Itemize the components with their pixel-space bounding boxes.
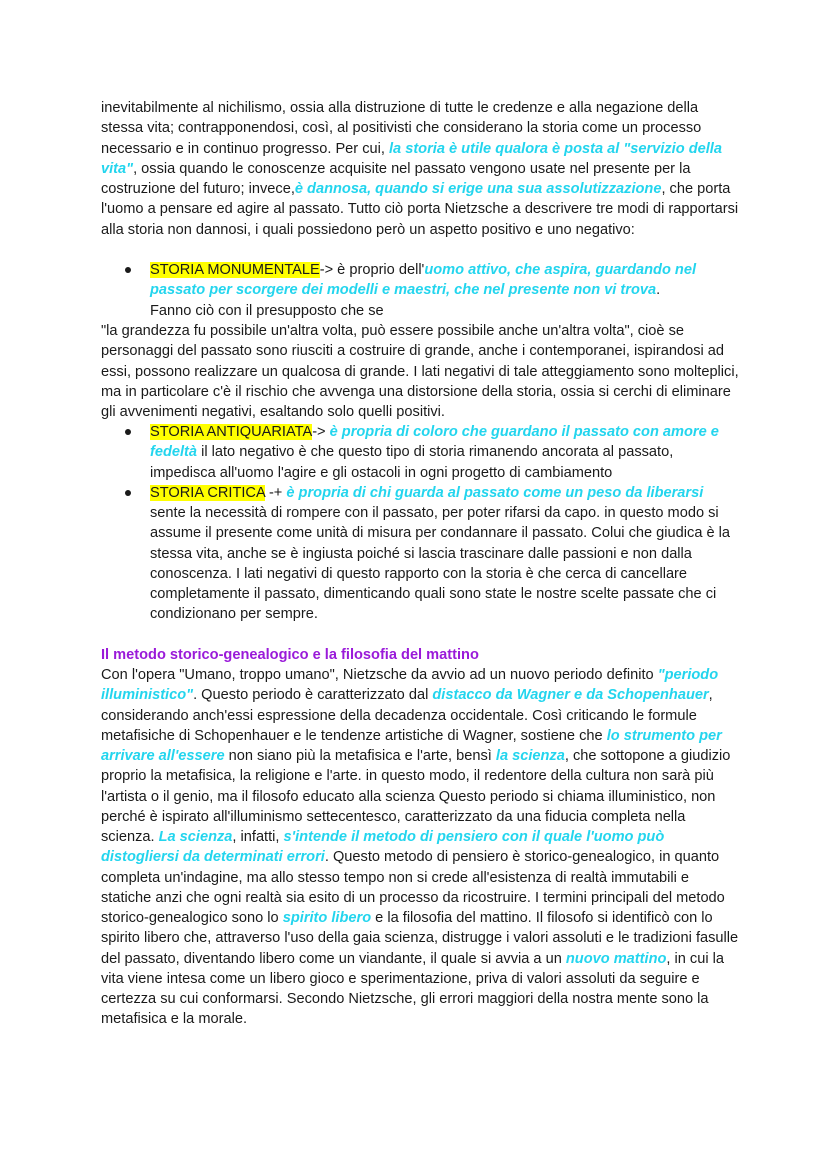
- monumentale-label: STORIA MONUMENTALE: [150, 262, 320, 278]
- section-highlight-8: nuovo mattino: [565, 950, 667, 967]
- section-text-1: Con l'opera "Umano, troppo umano", Nietzsche da avvio ad un nuovo periodo definito: [101, 667, 658, 683]
- intro-text-3: , che porta l'uomo a pensare ed agire al passato. Tutto ciò porta Nietzsche a descrivere tre modi di rapportarsi alla storia non dannosi, i quali possiedono però un aspetto positivo e uno negativo:: [101, 181, 739, 238]
- section-highlight-2: distacco da Wagner e da Schopenhauer: [432, 687, 709, 704]
- bullet-icon: [125, 429, 131, 435]
- list-item-monumentale: [101, 260, 741, 301]
- intro-text-1: inevitabilmente al nichilismo, ossia alla distruzione di tutte le credenze e alla negazione della stessa vita; contrapponendosi, così, al positivisti che considerano la storia come un processo necessario e in continuo progresso. Per cui,: [101, 100, 702, 157]
- storia-list: [101, 422, 741, 625]
- bullet-icon: [125, 267, 131, 273]
- section-text-9: , in cui la vita viene intesa come un libero gioco e sperimentazione, priva di valori assoluti da seguire e certezza su cui conformarsi. Secondo Nietzsche, gli errori maggiori della nostra mente sono la metafisica e la morale.: [101, 950, 724, 1028]
- section-text-6: , infatti,: [232, 829, 284, 845]
- critica-label: STORIA CRITICA: [150, 484, 265, 501]
- section-highlight-3: lo strumento per arrivare all'essere: [101, 727, 722, 764]
- section-text-8: e la filosofia del mattino. Il filosofo si identificò con lo spirito libero che, attraverso l'uso della gaia scienza, distrugge i valori assoluti e le tradizioni fasulle del passato, diventando libero come un viandante, il quale si avvia a un: [101, 910, 739, 967]
- section-highlight-5: La scienza: [158, 829, 233, 845]
- section-heading: Il metodo storico-genealogico e la filosofia del mattino: [101, 647, 479, 663]
- section-highlight-1: "periodo illuministico": [101, 667, 719, 704]
- list-item-antiquariata: [101, 422, 741, 483]
- intro-highlight-1: la storia è utile qualora è posta al "servizio della vita": [101, 140, 722, 177]
- section-highlight-6: s'intende il metodo di pensiero con il quale l'uomo può distogliersi da determinati errori: [101, 829, 665, 866]
- monumentale-paragraph: "la grandezza fu possibile un'altra volta, può essere possibile anche un'altra volta", cioè se personaggi del passato sono riusciti a costruire di grande, anche i contemporanei, ispirandosi ad essi, possono realizzare un qualcosa di grande. I lati negativi di tale atteggiamento sono molteplici, ma in particolare c'è il rischio che avvenga una distorsione della storia, ossia si cerchi di eliminare gli avvenimenti negativi, esaltando solo quelli positivi.: [101, 323, 739, 420]
- section-highlight-4: la scienza: [495, 748, 565, 764]
- section-text-2: . Questo periodo è caratterizzato dal: [193, 687, 433, 704]
- monumentale-continuation: Fanno ciò con il presupposto che se: [150, 303, 384, 319]
- antiquariata-highlight: è propria di coloro che guardano il passato con amore e fedeltà: [150, 424, 719, 461]
- bullet-icon: [125, 490, 131, 496]
- monumentale-list: [101, 260, 741, 301]
- section-paragraph: [101, 665, 741, 1030]
- intro-paragraph: [101, 98, 741, 240]
- section-text-4: non siano più la metafisica e l'arte, bensì: [224, 748, 496, 764]
- section-text-5: , che sottopone a giudizio proprio la metafisica, la religione e l'arte. in questo modo, il redentore della cultura non sarà più l'artista o il genio, ma il filosofo educato alla scienza Questo periodo si chiama illuministico, non perché è ispirato all'illuminismo settecentesco, caratterizzato da una fiducia completa nella scienza.: [101, 748, 731, 845]
- monumentale-end: .: [656, 282, 661, 299]
- monumentale-arrow: -> è proprio dell': [319, 262, 425, 278]
- list-item-critica: [101, 483, 741, 625]
- intro-text-2: , ossia quando le conoscenze acquisite nel passato vengono usate nel presente per la costruzione del futuro; invece,: [101, 160, 691, 197]
- section-text-3: , considerando anch'essi espressione della decadenza occidentale. Così criticando le formule metafisiche di Schopenhauer e le tendenze artistiche di Wagner, sostiene che: [101, 687, 713, 744]
- critica-text: sente la necessità di rompere con il passato, per poter rifarsi da capo. in questo modo si assume il presente come unità di misura per condannare il passato. Colui che giudica è la stessa vita, anche se è ingiusta poiché si lascia trascinare dalle passioni e non dalla conoscenza. I lati negativi di questo rapporto con la storia è che cerca di cancellare completamente il passato, dimenticando quali sono state le nostre scelte passate che ci condizionano per sempre.: [150, 505, 731, 623]
- section-text-7: . Questo metodo di pensiero è storico-genealogico, in quanto completa un'indagine, ma allo stesso tempo non si crede all'esistenza di realtà immutabili e statiche anzi che ogni realtà sia esito di un processo da ricostruire. I termini principali del metodo storico-genealogico sono lo: [101, 849, 725, 926]
- critica-highlight: è propria di chi guarda al passato come un peso da liberarsi: [286, 484, 704, 501]
- antiquariata-arrow: ->: [312, 424, 330, 440]
- antiquariata-text: il lato negativo è che questo tipo di storia rimanendo ancorata al passato, impedisca all'uomo l'agire e gli ostacoli in ogni progetto di cambiamento: [150, 444, 674, 481]
- antiquariata-label: STORIA ANTIQUARIATA: [150, 424, 313, 440]
- monumentale-highlight: uomo attivo, che aspira, guardando nel passato per scorgere dei modelli e maestri, che nel presente non vi trova: [150, 262, 696, 299]
- critica-arrow: -+: [264, 484, 287, 501]
- section-highlight-7: spirito libero: [282, 910, 372, 926]
- intro-highlight-2: è dannosa, quando si erige una sua assolutizzazione: [294, 181, 662, 197]
